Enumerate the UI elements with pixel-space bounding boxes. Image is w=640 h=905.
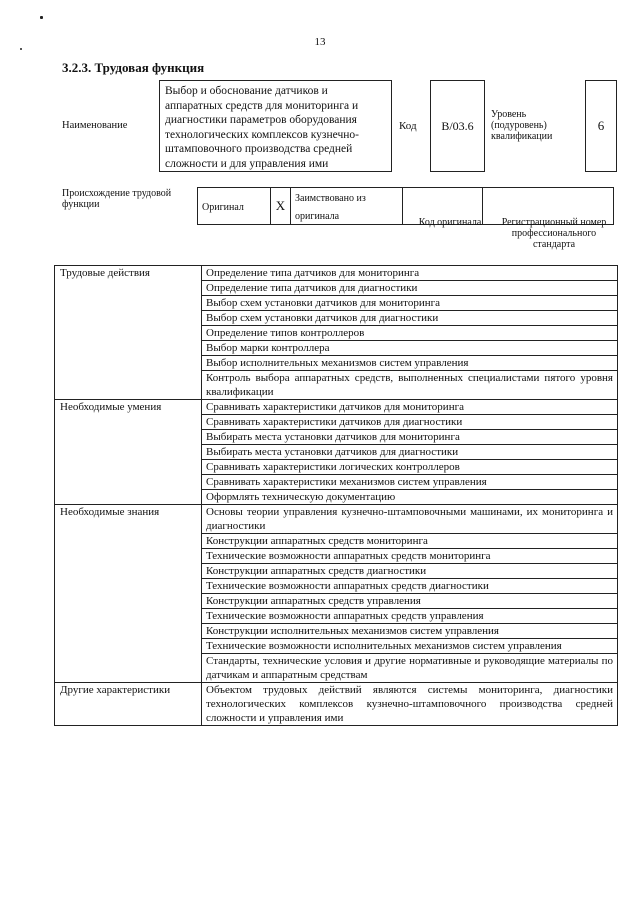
item-cell: Конструкции аппаратных средств управления <box>202 594 618 609</box>
category-cell: Необходимые умения <box>55 400 202 505</box>
item-cell: Объектом трудовых действий являются системы мониторинга, диагностики технологических комплексов кузнечно-штамповочного производства средней сложности и управления ими <box>202 683 618 726</box>
item-cell: Контроль выбора аппаратных средств, выполненных специалистами пятого уровня квалификации <box>202 371 618 400</box>
item-cell: Сравнивать характеристики механизмов систем управления <box>202 475 618 490</box>
item-cell: Выбор марки контроллера <box>202 341 618 356</box>
scan-speck <box>40 16 43 19</box>
item-cell: Технические возможности исполнительных механизмов систем управления <box>202 639 618 654</box>
item-cell: Выбор схем установки датчиков для диагностики <box>202 311 618 326</box>
scan-speck <box>20 48 22 50</box>
item-cell: Сравнивать характеристики датчиков для диагностики <box>202 415 618 430</box>
item-cell: Технические возможности аппаратных средств диагностики <box>202 579 618 594</box>
original-mark: X <box>271 188 291 225</box>
table-row <box>55 400 618 415</box>
level-label: Уровень (подуровень) квалификации <box>491 109 553 142</box>
code-value: B/03.6 <box>430 80 485 172</box>
section-title: 3.2.3. Трудовая функция <box>62 60 205 75</box>
borrowed-label: Заимствовано из оригинала <box>295 193 366 222</box>
reg-caption: Регистрационный номер профессионального стандарта <box>501 217 607 250</box>
item-cell: Оформлять техническую документацию <box>202 490 618 505</box>
item-cell: Стандарты, технические условия и другие нормативные и руководящие материалы по датчикам и аппаратным средствам <box>202 654 618 683</box>
table-row <box>55 266 618 281</box>
item-cell: Выбирать места установки датчиков для мониторинга <box>202 430 618 445</box>
item-cell: Сравнивать характеристики датчиков для мониторинга <box>202 400 618 415</box>
item-cell: Конструкции аппаратных средств мониторинга <box>202 534 618 549</box>
item-cell: Выбирать места установки датчиков для диагностики <box>202 445 618 460</box>
page-number: 13 <box>314 36 326 48</box>
item-cell: Сравнивать характеристики логических контроллеров <box>202 460 618 475</box>
table-row <box>55 505 618 534</box>
category-cell: Трудовые действия <box>55 266 202 400</box>
original-cell <box>198 188 271 225</box>
table-row <box>55 683 618 726</box>
name-value: Выбор и обоснование датчиков и аппаратных средств для мониторинга и диагностики параметров оборудования технологических комплексов кузнечно-штамповочного производства средней сложности и для управления ими <box>159 80 392 172</box>
item-cell: Конструкции исполнительных механизмов систем управления <box>202 624 618 639</box>
origin-label: Происхождение трудовой функции <box>62 188 172 210</box>
level-value: 6 <box>585 80 617 172</box>
code-caption: Код оригинала <box>418 217 482 228</box>
item-cell: Конструкции аппаратных средств диагностики <box>202 564 618 579</box>
code-label: Код <box>399 120 417 132</box>
borrowed-cell <box>291 188 403 225</box>
item-cell: Технические возможности аппаратных средств управления <box>202 609 618 624</box>
category-cell: Другие характеристики <box>55 683 202 726</box>
item-cell: Определение типов контроллеров <box>202 326 618 341</box>
original-label: Оригинал <box>202 202 244 213</box>
item-cell: Выбор исполнительных механизмов систем управления <box>202 356 618 371</box>
item-cell: Технические возможности аппаратных средств мониторинга <box>202 549 618 564</box>
category-cell: Необходимые знания <box>55 505 202 683</box>
item-cell: Выбор схем установки датчиков для мониторинга <box>202 296 618 311</box>
item-cell: Определение типа датчиков для диагностики <box>202 281 618 296</box>
name-label: Наименование <box>62 120 128 131</box>
item-cell: Определение типа датчиков для мониторинга <box>202 266 618 281</box>
item-cell: Основы теории управления кузнечно-штамповочными машинами, их мониторинга и диагностики <box>202 505 618 534</box>
function-table <box>54 265 618 726</box>
